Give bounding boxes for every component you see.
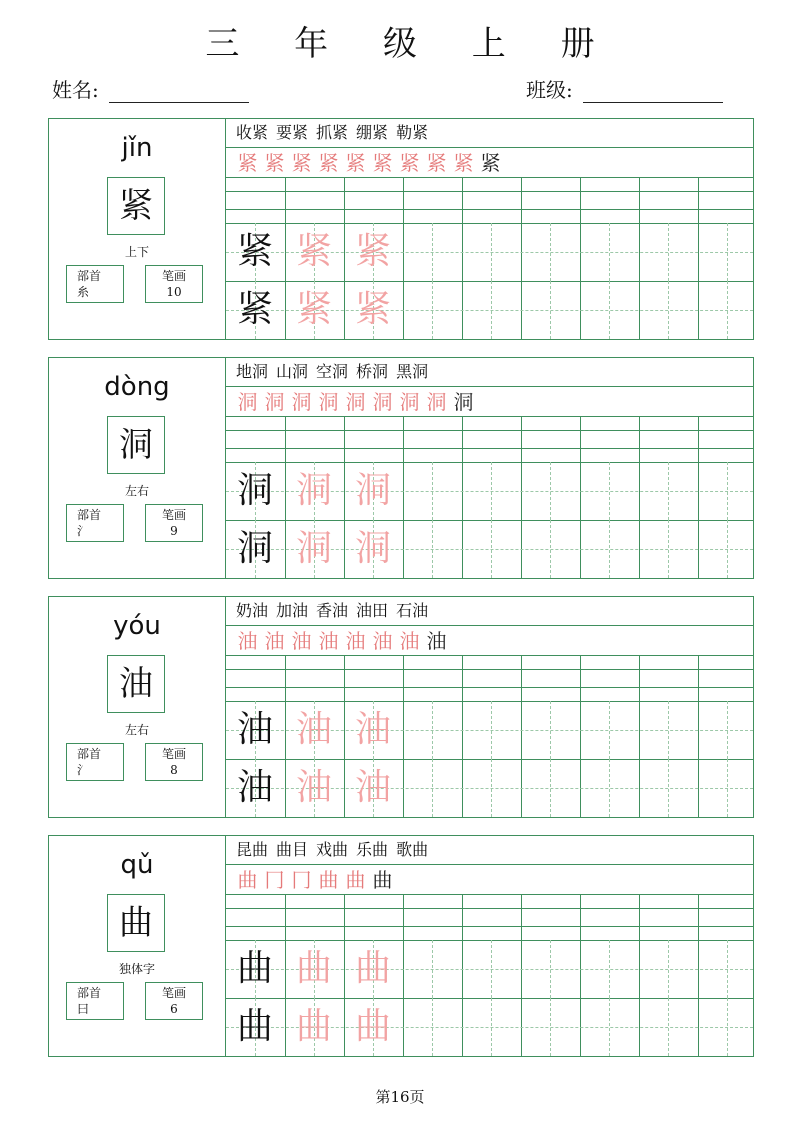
- example-words: [236, 599, 436, 623]
- writing-cell[interactable]: [521, 940, 579, 998]
- writing-cell[interactable]: [521, 520, 579, 578]
- stroke-step: 冂: [291, 868, 312, 892]
- example-word: 昆曲: [236, 840, 269, 859]
- trace-character: 曲: [354, 1006, 391, 1047]
- stroke-step: 油: [291, 629, 312, 653]
- stroke-step: 洞: [237, 390, 258, 414]
- example-words: [236, 360, 436, 384]
- stroke-step: 曲: [318, 868, 339, 892]
- main-character: 油: [107, 655, 165, 713]
- stroke-step: 油: [426, 629, 447, 653]
- radical-value: 曰: [77, 1002, 90, 1016]
- character-card: [48, 357, 754, 579]
- example-word: 香油: [316, 601, 349, 620]
- writing-cell[interactable]: [580, 940, 638, 998]
- model-character: 曲: [236, 1006, 273, 1047]
- writing-cell[interactable]: [698, 940, 756, 998]
- writing-cell[interactable]: [580, 701, 638, 759]
- model-character: 紧: [236, 231, 273, 272]
- writing-cell[interactable]: [521, 998, 579, 1056]
- stroke-count-box: [145, 265, 203, 303]
- writing-cell[interactable]: [580, 759, 638, 817]
- grid-line: [226, 191, 753, 192]
- stroke-step: 洞: [264, 390, 285, 414]
- stroke-count-box: [145, 982, 203, 1020]
- writing-cell[interactable]: [403, 940, 461, 998]
- strokes-value: 10: [166, 285, 182, 299]
- practice-area: [226, 597, 753, 817]
- stroke-step: 冂: [264, 868, 285, 892]
- trace-character: 紧: [354, 231, 391, 272]
- stroke-step: 紧: [237, 151, 258, 175]
- example-word: 戏曲: [316, 840, 349, 859]
- writing-cell[interactable]: [403, 520, 461, 578]
- example-word: 绷紧: [356, 123, 389, 142]
- writing-cell[interactable]: [639, 223, 697, 281]
- trace-character: 洞: [295, 528, 332, 569]
- grid-line: [226, 669, 753, 670]
- writing-cell[interactable]: [639, 701, 697, 759]
- example-word: 歌曲: [396, 840, 429, 859]
- writing-cell[interactable]: [462, 223, 520, 281]
- page-title: 三 年 级 上 册: [205, 24, 617, 64]
- writing-cell[interactable]: [580, 281, 638, 339]
- stroke-step: 曲: [345, 868, 366, 892]
- writing-cell[interactable]: [403, 462, 461, 520]
- name-blank[interactable]: [109, 76, 249, 103]
- radical-value: 氵: [77, 763, 90, 777]
- radical-box: [66, 743, 124, 781]
- trace-character: 紧: [295, 289, 332, 330]
- writing-cell[interactable]: [580, 462, 638, 520]
- writing-cell[interactable]: [462, 759, 520, 817]
- name-label: 姓名:: [52, 78, 99, 102]
- trace-character: 洞: [295, 470, 332, 511]
- example-word: 桥洞: [356, 362, 389, 381]
- example-word: 加油: [276, 601, 309, 620]
- example-word: 勒紧: [396, 123, 429, 142]
- character-info: [49, 119, 225, 339]
- stroke-step: 油: [372, 629, 393, 653]
- character-card: [48, 596, 754, 818]
- strokes-label: 笔画: [161, 986, 186, 1000]
- grid-line: [226, 926, 753, 927]
- grid-line: [226, 430, 753, 431]
- example-word: 黑洞: [396, 362, 429, 381]
- main-character: 洞: [107, 416, 165, 474]
- stroke-order: [234, 388, 477, 416]
- stroke-step: 紧: [291, 151, 312, 175]
- writing-cell[interactable]: [639, 998, 697, 1056]
- example-word: 油田: [356, 601, 389, 620]
- writing-cell[interactable]: [462, 998, 520, 1056]
- main-character: 紧: [107, 177, 165, 235]
- grid-line: [226, 386, 753, 387]
- stroke-step: 洞: [318, 390, 339, 414]
- grid-line: [226, 177, 753, 178]
- example-word: 空洞: [316, 362, 349, 381]
- character-info: [49, 836, 225, 1056]
- example-word: 收紧: [236, 123, 269, 142]
- name-field[interactable]: [52, 74, 249, 103]
- radical-box: [66, 265, 124, 303]
- radical-value: 氵: [77, 524, 90, 538]
- practice-area: [226, 358, 753, 578]
- writing-cell[interactable]: [698, 520, 756, 578]
- stroke-step: 紧: [480, 151, 501, 175]
- writing-cell[interactable]: [403, 759, 461, 817]
- stroke-step: 油: [318, 629, 339, 653]
- radical-box: [66, 982, 124, 1020]
- strokes-label: 笔画: [161, 747, 186, 761]
- radical-box: [66, 504, 124, 542]
- writing-cell[interactable]: [580, 998, 638, 1056]
- stroke-step: 紧: [399, 151, 420, 175]
- class-blank[interactable]: [583, 76, 723, 103]
- stroke-step: 紧: [426, 151, 447, 175]
- writing-cell[interactable]: [639, 759, 697, 817]
- grid-line: [226, 864, 753, 865]
- stroke-count-box: [145, 504, 203, 542]
- example-word: 曲目: [276, 840, 309, 859]
- example-words: [236, 838, 436, 862]
- example-word: 奶油: [236, 601, 269, 620]
- trace-character: 洞: [354, 470, 391, 511]
- writing-cell[interactable]: [521, 462, 579, 520]
- stroke-order: [234, 627, 450, 655]
- trace-character: 油: [354, 767, 391, 808]
- stroke-step: 紧: [345, 151, 366, 175]
- stroke-step: 油: [345, 629, 366, 653]
- class-label: 班级:: [526, 78, 573, 102]
- writing-cell[interactable]: [462, 520, 520, 578]
- writing-cell[interactable]: [698, 701, 756, 759]
- radical-label: 部首: [77, 986, 102, 1000]
- trace-character: 紧: [354, 289, 391, 330]
- page-number: 第16页: [375, 1088, 425, 1106]
- writing-cell[interactable]: [698, 462, 756, 520]
- example-word: 乐曲: [356, 840, 389, 859]
- example-word: 石油: [396, 601, 429, 620]
- writing-cell[interactable]: [462, 281, 520, 339]
- model-character: 洞: [236, 528, 273, 569]
- writing-cell[interactable]: [521, 281, 579, 339]
- character-info: [49, 358, 225, 578]
- grid-line: [226, 416, 753, 417]
- strokes-label: 笔画: [161, 508, 186, 522]
- strokes-value: 6: [170, 1002, 178, 1016]
- structure-label: 独体字: [118, 962, 155, 976]
- character-card: [48, 118, 754, 340]
- trace-character: 洞: [354, 528, 391, 569]
- radical-label: 部首: [77, 747, 102, 761]
- stroke-step: 洞: [399, 390, 420, 414]
- example-words: [236, 121, 436, 145]
- example-word: 抓紧: [316, 123, 349, 142]
- writing-cell[interactable]: [521, 701, 579, 759]
- character-info: [49, 597, 225, 817]
- writing-cell[interactable]: [462, 462, 520, 520]
- pinyin: jǐn: [121, 133, 153, 163]
- stroke-step: 曲: [237, 868, 258, 892]
- grid-line: [226, 687, 753, 688]
- writing-cell[interactable]: [639, 281, 697, 339]
- writing-cell[interactable]: [698, 998, 756, 1056]
- writing-cell[interactable]: [403, 998, 461, 1056]
- grid-line: [226, 209, 753, 210]
- example-word: 山洞: [276, 362, 309, 381]
- writing-cell[interactable]: [639, 520, 697, 578]
- writing-cell[interactable]: [403, 701, 461, 759]
- example-word: 地洞: [236, 362, 269, 381]
- character-card: [48, 835, 754, 1057]
- stroke-step: 油: [399, 629, 420, 653]
- stroke-step: 油: [237, 629, 258, 653]
- trace-character: 曲: [354, 948, 391, 989]
- stroke-step: 洞: [453, 390, 474, 414]
- grid-line: [226, 625, 753, 626]
- strokes-value: 9: [170, 524, 178, 538]
- main-character: 曲: [107, 894, 165, 952]
- writing-cell[interactable]: [521, 759, 579, 817]
- practice-area: [226, 119, 753, 339]
- radical-label: 部首: [77, 269, 102, 283]
- grid-line: [226, 894, 753, 895]
- stroke-step: 油: [264, 629, 285, 653]
- writing-cell[interactable]: [698, 223, 756, 281]
- stroke-step: 紧: [318, 151, 339, 175]
- model-character: 油: [236, 767, 273, 808]
- stroke-order: [234, 866, 396, 894]
- radical-value: 糸: [77, 285, 90, 299]
- stroke-step: 洞: [345, 390, 366, 414]
- stroke-step: 曲: [372, 868, 393, 892]
- grid-line: [226, 147, 753, 148]
- pinyin: qǔ: [120, 850, 154, 880]
- structure-label: 左右: [124, 484, 149, 498]
- trace-character: 曲: [295, 948, 332, 989]
- trace-character: 紧: [295, 231, 332, 272]
- stroke-count-box: [145, 743, 203, 781]
- stroke-step: 洞: [291, 390, 312, 414]
- example-word: 要紧: [276, 123, 309, 142]
- trace-character: 油: [295, 709, 332, 750]
- writing-cell[interactable]: [403, 223, 461, 281]
- structure-label: 上下: [124, 245, 149, 259]
- practice-area: [226, 836, 753, 1056]
- grid-line: [226, 655, 753, 656]
- structure-label: 左右: [124, 723, 149, 737]
- stroke-step: 紧: [264, 151, 285, 175]
- writing-cell[interactable]: [698, 759, 756, 817]
- radical-label: 部首: [77, 508, 102, 522]
- pinyin: yóu: [113, 611, 161, 641]
- stroke-step: 洞: [372, 390, 393, 414]
- model-character: 洞: [236, 470, 273, 511]
- writing-cell[interactable]: [580, 520, 638, 578]
- trace-character: 油: [295, 767, 332, 808]
- writing-cell[interactable]: [639, 462, 697, 520]
- class-field[interactable]: [526, 74, 723, 103]
- strokes-label: 笔画: [161, 269, 186, 283]
- grid-line: [226, 908, 753, 909]
- model-character: 油: [236, 709, 273, 750]
- writing-cell[interactable]: [639, 940, 697, 998]
- stroke-step: 洞: [426, 390, 447, 414]
- grid-line: [226, 448, 753, 449]
- trace-character: 曲: [295, 1006, 332, 1047]
- stroke-order: [234, 149, 504, 177]
- stroke-step: 紧: [453, 151, 474, 175]
- strokes-value: 8: [170, 763, 178, 777]
- writing-cell[interactable]: [698, 281, 756, 339]
- writing-cell[interactable]: [580, 223, 638, 281]
- writing-cell[interactable]: [521, 223, 579, 281]
- pinyin: dòng: [104, 372, 170, 402]
- stroke-step: 紧: [372, 151, 393, 175]
- model-character: 紧: [236, 289, 273, 330]
- trace-character: 油: [354, 709, 391, 750]
- writing-cell[interactable]: [462, 940, 520, 998]
- model-character: 曲: [236, 948, 273, 989]
- writing-cell[interactable]: [462, 701, 520, 759]
- writing-cell[interactable]: [403, 281, 461, 339]
